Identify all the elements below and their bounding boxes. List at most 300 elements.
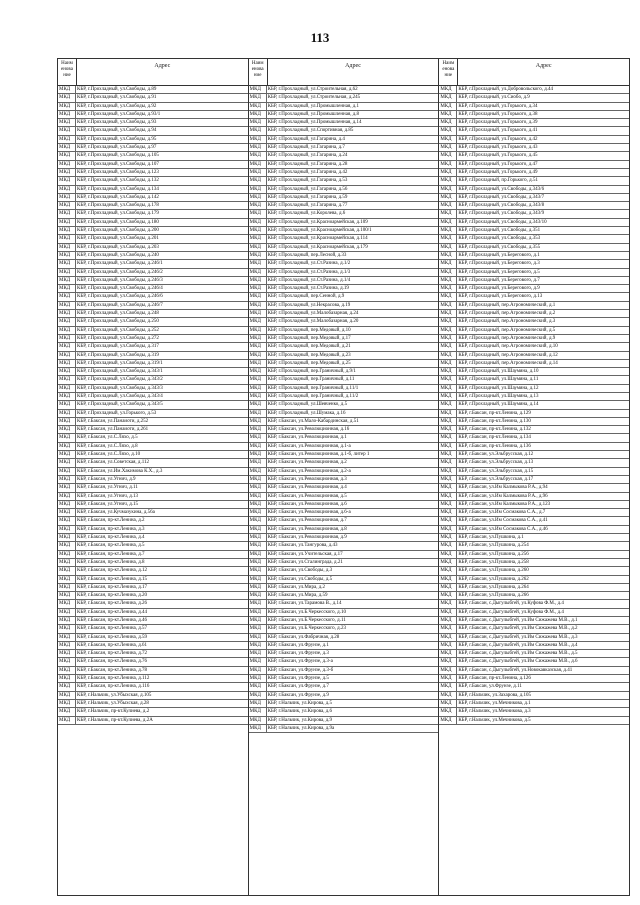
row-address-cell: КБР, г.Баксан, ул.Фрунзе, д.1 — [267, 642, 329, 648]
row-type-cell: МКД — [58, 194, 76, 201]
row-address-cell: КБР, г.Баксан, ул.Революционная, д.16 — [267, 427, 350, 433]
row-address-cell: КБР, г.Баксан, ул.Революционная, д.3 — [267, 476, 347, 482]
row-address-cell: КБР, г.Нальчик, пр-кт.Кулиева, д.2А — [77, 717, 153, 723]
row-address-cell: КБР, г.Баксан, ул.Угнич, д.11 — [77, 485, 138, 491]
row-address-cell: КБР, г.Баксан, пр-кт.Ленина, д.116 — [77, 684, 150, 690]
table-row — [249, 708, 439, 716]
row-address-cell: КБР, г.Баксан, ул.Пушкина, д.1 — [458, 535, 524, 541]
row-type-cell: МКД — [249, 468, 267, 475]
table-row — [249, 186, 439, 194]
row-address-cell: КБР, г.Баксан, ул.Учительская, д.17 — [267, 551, 343, 557]
row-type-cell: МКД — [439, 559, 457, 566]
table-row — [249, 476, 439, 484]
row-type-cell: МКД — [249, 401, 267, 408]
row-type-cell: МКД — [249, 567, 267, 574]
row-type-cell: МКД — [249, 717, 267, 724]
row-address-cell: КБР, г.Прохладный, пер.Медовый, д.23 — [267, 352, 351, 358]
table-column-2 — [249, 59, 440, 895]
table-row — [249, 227, 439, 235]
row-address-cell: КБР, г.Прохладный, ул.Горького, д.47 — [458, 161, 538, 167]
table-row — [58, 551, 248, 559]
table-row — [249, 219, 439, 227]
row-type-cell: МКД — [58, 177, 76, 184]
row-type-cell: МКД — [439, 177, 457, 184]
row-address-cell: КБР, г.Прохладный, ул.Свободы, д.343/9 — [458, 211, 545, 217]
row-address-cell: КБР, г.Баксан, ул.Панаиоти, д.261 — [77, 427, 149, 433]
row-address-cell: КБР, г.Прохладный, ул.Свободы, д.105 — [77, 153, 159, 159]
table-row — [249, 302, 439, 310]
table-row — [249, 509, 439, 517]
row-type-cell: МКД — [439, 285, 457, 292]
row-address-cell: КБР, г.Прохладный, ул.Шевченко, д.5 — [267, 402, 348, 408]
row-type-cell: МКД — [249, 576, 267, 583]
row-type-cell: МКД — [249, 484, 267, 491]
row-type-cell: МКД — [58, 567, 76, 574]
rows-container — [249, 86, 439, 733]
row-address-cell: КБР, г.Баксан, с.Дыгулыбгей, ул.Им Сижажева М.В., д.3 — [458, 634, 578, 640]
row-type-cell: МКД — [249, 136, 267, 143]
table-row — [249, 269, 439, 277]
row-address-cell: КБР, г.Прохладный, пер.Агрономический, д.1 — [458, 302, 556, 308]
row-type-cell: МКД — [58, 501, 76, 508]
header-address-cell: Адрес — [345, 63, 361, 69]
table-row — [439, 302, 629, 310]
table-row — [249, 376, 439, 384]
row-address-cell: КБР, г.Прохладный, ул.Свободы, д.343/3 — [77, 385, 163, 391]
row-type-cell: МКД — [439, 119, 457, 126]
row-type-cell: МКД — [58, 94, 76, 101]
table-row — [58, 410, 248, 418]
table-row — [439, 559, 629, 567]
row-address-cell: КБР, г.Прохладный, ул.Гагарина, д.4 — [267, 136, 345, 142]
row-type-cell: МКД — [58, 103, 76, 110]
row-address-cell: КБР, г.Баксан, ул.Эльбрусская, д.13 — [458, 460, 534, 466]
row-address-cell: КБР, г.Баксан, ул.Панаиоти, д.252 — [77, 418, 149, 424]
table-row — [439, 493, 629, 501]
row-type-cell: МКД — [58, 717, 76, 724]
table-row — [249, 617, 439, 625]
row-type-cell: МКД — [249, 559, 267, 566]
table-row — [249, 161, 439, 169]
row-address-cell: КБР, г.Прохладный, ул.Красноармейская, д.114 — [267, 236, 368, 242]
row-address-cell: КБР, г.Прохладный, ул.Свободы, д.317 — [77, 344, 159, 350]
row-address-cell: КБР, г.Прохладный, ул.Гагарина, д.59 — [267, 194, 348, 200]
table-row — [58, 343, 248, 351]
table-row — [439, 517, 629, 525]
row-type-cell: МКД — [249, 352, 267, 359]
table-row — [439, 161, 629, 169]
table-row — [439, 202, 629, 210]
row-type-cell: МКД — [439, 269, 457, 276]
table-row — [249, 559, 439, 567]
row-type-cell: МКД — [439, 219, 457, 226]
row-type-cell: МКД — [249, 584, 267, 591]
row-type-cell: МКД — [249, 244, 267, 251]
table-row — [439, 352, 629, 360]
row-type-cell: МКД — [439, 327, 457, 334]
row-type-cell: МКД — [58, 434, 76, 441]
row-type-cell: МКД — [249, 476, 267, 483]
row-type-cell: МКД — [58, 210, 76, 217]
row-address-cell: КБР, г.Прохладный, ул.Свободы, д.355 — [458, 244, 541, 250]
row-type-cell: МКД — [249, 708, 267, 715]
row-address-cell: КБР, г.Прохладный, ул.Королева, д.6 — [267, 211, 346, 217]
row-type-cell: МКД — [439, 683, 457, 690]
row-type-cell: МКД — [439, 634, 457, 641]
row-type-cell: МКД — [439, 293, 457, 300]
row-type-cell: МКД — [58, 310, 76, 317]
row-type-cell: МКД — [439, 335, 457, 342]
table-row — [439, 136, 629, 144]
table-row — [58, 434, 248, 442]
table-row — [439, 459, 629, 467]
row-address-cell: КБР, г.Прохладный, ул.Промышленная, д.8 — [267, 111, 360, 117]
table-row — [439, 584, 629, 592]
table-row — [58, 717, 248, 725]
table-row — [249, 86, 439, 94]
row-type-cell: МКД — [249, 542, 267, 549]
row-type-cell: МКД — [439, 468, 457, 475]
row-address-cell: КБР, г.Прохладный, ул.Горького, д.49 — [458, 169, 538, 175]
table-row — [58, 352, 248, 360]
table-row — [249, 576, 439, 584]
row-type-cell: МКД — [58, 385, 76, 392]
table-row — [439, 186, 629, 194]
table-row — [58, 252, 248, 260]
row-address-cell: КБР, г.Прохладный, ул.Горького, д.39 — [458, 120, 538, 126]
row-type-cell: МКД — [249, 343, 267, 350]
row-address-cell: КБР, г.Баксан, ул.Эльбрусская, д.12 — [458, 452, 534, 458]
row-address-cell: КБР, г.Баксан, с.Дыгулыбгей, ул.Им Сижажева М.В., д.4 — [458, 642, 578, 648]
row-address-cell: КБР, г.Баксан, пр-кт.Ленина, д.130 — [458, 418, 531, 424]
row-address-cell: КБР, г.Баксан, ул.Фабричная, д.28 — [267, 634, 340, 640]
rows-container — [439, 86, 629, 725]
row-address-cell: КБР, г.Прохладный, ул.Красноармейская, д.100/1 — [267, 228, 372, 234]
row-type-cell: МКД — [249, 493, 267, 500]
row-address-cell: КБР, г.Баксан, с.Дыгулыбгей, ул.Им Сижажева М.В., д.5 — [458, 651, 578, 657]
row-address-cell: КБР, г.Прохладный, ул.Свободы, д.343/4 — [77, 393, 163, 399]
row-type-cell: МКД — [439, 434, 457, 441]
row-type-cell: МКД — [58, 393, 76, 400]
row-address-cell: КБР, г.Прохладный, ул.Свободы, д.353 — [458, 236, 541, 242]
row-address-cell: КБР, г.Баксан, ул.Фрунзе, д.7 — [267, 684, 329, 690]
row-address-cell: КБР, г.Прохладный, ул.Свободы, д.252 — [77, 327, 159, 333]
table-row — [439, 426, 629, 434]
table-row — [58, 426, 248, 434]
row-address-cell: КБР, г.Баксан, с.Дыгулыбгей, ул.Куфова Ф.М., д.4 — [458, 609, 564, 615]
table-row — [249, 443, 439, 451]
table-row — [439, 410, 629, 418]
row-type-cell: МКД — [439, 202, 457, 209]
table-row — [58, 459, 248, 467]
table-row — [249, 692, 439, 700]
row-address-cell: КБР, г.Прохладный, ул.Свободы, д.92 — [77, 103, 157, 109]
row-type-cell: МКД — [58, 161, 76, 168]
row-type-cell: МКД — [249, 285, 267, 292]
row-type-cell: МКД — [249, 658, 267, 665]
row-type-cell: МКД — [439, 567, 457, 574]
row-type-cell: МКД — [58, 667, 76, 674]
row-type-cell: МКД — [439, 401, 457, 408]
row-address-cell: КБР, г.Баксан, пр-кт.Ленина, д.2 — [77, 518, 145, 524]
table-row — [58, 235, 248, 243]
row-address-cell: КБР, г.Баксан, ул.Угнич, д.9 — [77, 476, 136, 482]
row-address-cell: КБР, г.Баксан, пр-кт.Ленина, д.59 — [77, 634, 148, 640]
table-row — [249, 584, 439, 592]
row-address-cell: КБР, г.Баксан, пр-кт.Ленина, д.3 — [77, 526, 145, 532]
row-type-cell: МКД — [249, 426, 267, 433]
row-type-cell: МКД — [249, 600, 267, 607]
table-row — [439, 542, 629, 550]
row-type-cell: МКД — [439, 501, 457, 508]
row-type-cell: МКД — [439, 86, 457, 93]
row-address-cell: КБР, г.Прохладный, пер.Медовый, д.25 — [267, 360, 351, 366]
table-row — [58, 509, 248, 517]
row-type-cell: МКД — [439, 542, 457, 549]
table-row — [439, 194, 629, 202]
row-address-cell: КБР, г.Прохладный, ул.Свободы, д.203 — [77, 244, 159, 250]
table-row — [249, 144, 439, 152]
table-row — [439, 650, 629, 658]
row-type-cell: МКД — [58, 169, 76, 176]
row-type-cell: МКД — [249, 418, 267, 425]
table-row — [249, 642, 439, 650]
row-type-cell: МКД — [439, 210, 457, 217]
row-type-cell: МКД — [439, 642, 457, 649]
table-row — [249, 169, 439, 177]
row-address-cell: КБР, г.Прохладный, ул.Спортивная, д.85 — [267, 128, 354, 134]
row-address-cell: КБР, г.Прохладный, пер.Агрономический, д.10 — [458, 344, 558, 350]
row-type-cell: МКД — [58, 559, 76, 566]
table-row — [249, 725, 439, 733]
row-address-cell: КБР, г.Баксан, с.Дыгулыбгей, ул.Им Сижажева М.В., д.6 — [458, 659, 578, 665]
row-address-cell: КБР, г.Баксан, пр-кт.Ленина, д.61 — [77, 642, 148, 648]
table-row — [439, 177, 629, 185]
row-type-cell: МКД — [439, 658, 457, 665]
table-row — [439, 476, 629, 484]
row-address-cell: КБР, г.Баксан, с.Дыгулыбгей, ул.Новокавказская, д.41 — [458, 667, 573, 673]
row-address-cell: КБР, г.Прохладный, пр.Горького, д.51 — [458, 178, 538, 184]
table-row — [249, 244, 439, 252]
table-row — [58, 493, 248, 501]
row-type-cell: МКД — [439, 318, 457, 325]
row-type-cell: МКД — [249, 459, 267, 466]
row-type-cell: МКД — [58, 202, 76, 209]
row-address-cell: КБР, г.Прохладный, ул.Свободы, д.343/6 — [458, 186, 545, 192]
row-type-cell: МКД — [439, 451, 457, 458]
table-row — [58, 103, 248, 111]
row-address-cell: КБР, г.Баксан, ул.Революционная, д.1-а — [267, 443, 351, 449]
row-type-cell: МКД — [439, 493, 457, 500]
table-row — [58, 418, 248, 426]
row-type-cell: МКД — [439, 235, 457, 242]
table-row — [439, 443, 629, 451]
row-address-cell: КБР, г.Баксан, ул.Им.Хакимова К.Х., д.3 — [77, 468, 163, 474]
row-address-cell: КБР, г.Прохладный, ул.Свободы, д.272 — [77, 335, 159, 341]
table-row — [249, 401, 439, 409]
row-type-cell: МКД — [439, 161, 457, 168]
table-row — [58, 617, 248, 625]
table-row — [439, 576, 629, 584]
row-type-cell: МКД — [58, 600, 76, 607]
row-type-cell: МКД — [249, 634, 267, 641]
row-address-cell: КБР, г.Баксан, ул.Мало-Кабардинская, д.51 — [267, 418, 359, 424]
row-address-cell: КБР, г.Баксан, пр-кт.Ленина, д.26 — [77, 601, 148, 607]
row-address-cell: КБР, г.Прохладный, ул.Гагарина, д.53 — [267, 178, 348, 184]
row-address-cell: КБР, г.Прохладный, ул.Гагарина, д.24 — [267, 153, 348, 159]
row-address-cell: КБР, г.Баксан, ул.С.Ляхо, д.10 — [77, 452, 141, 458]
table-row — [439, 717, 629, 725]
row-address-cell: КБР, г.Прохладный, пер.Агрономический, д.12 — [458, 352, 558, 358]
row-address-cell: КБР, г.Баксан, ул.Сталинграда, д.21 — [267, 559, 343, 565]
table-row — [58, 600, 248, 608]
row-type-cell: МКД — [249, 194, 267, 201]
row-address-cell: КБР, г.Прохладный, ул.Свободы, д.250 — [77, 319, 159, 325]
row-address-cell: КБР, г.Баксан, с.Дыгулыбгей, ул.Им Сижажева М.В., д.1 — [458, 618, 578, 623]
table-row — [439, 119, 629, 127]
row-type-cell: МКД — [58, 642, 76, 649]
row-address-cell: КБР, г.Баксан, ул.Им Сосмакова С.А., д.7 — [458, 510, 546, 516]
table-row — [58, 584, 248, 592]
row-type-cell: МКД — [249, 177, 267, 184]
row-type-cell: МКД — [58, 683, 76, 690]
table-row — [249, 119, 439, 127]
row-type-cell: МКД — [58, 343, 76, 350]
row-address-cell: КБР, г.Баксан, пр-кт.Ленина, д.57 — [77, 626, 148, 632]
row-address-cell: КБР, г.Баксан, пр-кт.Ленина, д.17 — [77, 584, 148, 590]
row-type-cell: МКД — [58, 260, 76, 267]
row-address-cell: КБР, г.Баксан, пр-кт.Ленина, д.76 — [77, 659, 148, 665]
row-type-cell: МКД — [249, 103, 267, 110]
row-address-cell: КБР, г.Баксан, ул.Свободы, д.3 — [267, 568, 333, 574]
row-type-cell: МКД — [249, 609, 267, 616]
table-row — [439, 634, 629, 642]
table-row — [58, 401, 248, 409]
row-address-cell: КБР, г.Прохладный, ул.Свободы, д.93/1 — [77, 111, 161, 117]
table-row — [58, 542, 248, 550]
row-address-cell: КБР, г.Прохладный, ул.Свободы, д.134 — [77, 186, 159, 192]
row-address-cell: КБР, г.Баксан, ул.Им Калмыкова Р.А., д.123 — [458, 501, 551, 507]
table-row — [58, 335, 248, 343]
table-row — [249, 609, 439, 617]
row-type-cell: МКД — [58, 700, 76, 707]
table-row — [249, 683, 439, 691]
row-address-cell: КБР, г.Прохладный, пер.Агрономический, д.3 — [458, 319, 556, 325]
row-type-cell: МКД — [58, 451, 76, 458]
table-row — [249, 592, 439, 600]
row-type-cell: МКД — [249, 269, 267, 276]
row-address-cell: КБР, г.Прохладный, пер.Сенной, д.9 — [267, 294, 345, 300]
row-address-cell: КБР, г.Прохладный, ул.Свободы, д.178 — [77, 203, 159, 209]
row-address-cell: КБР, г.Прохладный, ул.Строительная, д.62 — [267, 87, 358, 92]
table-row — [249, 385, 439, 393]
row-type-cell: МКД — [58, 658, 76, 665]
row-type-cell: МКД — [439, 194, 457, 201]
row-type-cell: МКД — [58, 526, 76, 533]
table-row — [58, 559, 248, 567]
row-address-cell: КБР, г.Баксан, пр-кт.Ленина, д.46 — [77, 618, 148, 623]
row-type-cell: МКД — [249, 277, 267, 284]
table-row — [249, 194, 439, 202]
row-type-cell: МКД — [58, 277, 76, 284]
table-row — [58, 310, 248, 318]
row-address-cell: КБР, г.Баксан, ул.Мира, д.59 — [267, 593, 328, 599]
row-address-cell: КБР, г.Прохладный, ул.Гагарина, д.7 — [267, 145, 345, 151]
row-address-cell: КБР, г.Баксан, пр-кт.Ленина, д.15 — [77, 576, 148, 582]
row-type-cell: МКД — [249, 252, 267, 259]
row-address-cell: КБР, г.Баксан, ул.Революционная, д.2 — [267, 460, 347, 466]
table-row — [58, 194, 248, 202]
table-row — [58, 650, 248, 658]
table-row — [249, 501, 439, 509]
row-type-cell: МКД — [249, 667, 267, 674]
row-address-cell: КБР, г.Баксан, ул.Им Калмыкова Р.А., д.96 — [458, 493, 548, 499]
table-row — [58, 625, 248, 633]
row-type-cell: МКД — [58, 418, 76, 425]
row-type-cell: МКД — [58, 401, 76, 408]
row-address-cell: КБР, г.Прохладный, ул.Свободы, д.319/1 — [77, 360, 163, 366]
row-address-cell: КБР, г.Прохладный, ул.Свободы, д.132 — [77, 178, 159, 184]
row-type-cell: МКД — [249, 625, 267, 632]
row-address-cell: КБР, г.Прохладный, ул.Свободы, д.246/3 — [77, 277, 163, 283]
row-address-cell: КБР, г.Нальчик, пр-кт.Кулиева, д.2 — [77, 709, 150, 715]
table-row — [439, 385, 629, 393]
table-row — [58, 501, 248, 509]
table-row — [249, 493, 439, 501]
row-type-cell: МКД — [58, 244, 76, 251]
row-type-cell: МКД — [249, 617, 267, 624]
row-type-cell: МКД — [58, 136, 76, 143]
row-address-cell: КБР, г.Баксан, ул.Советская, д.112 — [77, 460, 150, 466]
row-type-cell: МКД — [58, 86, 76, 93]
row-type-cell: МКД — [249, 302, 267, 309]
table-row — [249, 717, 439, 725]
table-row — [249, 277, 439, 285]
row-type-cell: МКД — [439, 227, 457, 234]
column-header — [58, 59, 248, 86]
row-address-cell: КБР, г.Баксан, ул.Революционная, д.9 — [267, 535, 347, 541]
table-row — [439, 210, 629, 218]
table-row — [439, 310, 629, 318]
row-type-cell: МКД — [58, 335, 76, 342]
table-row — [58, 327, 248, 335]
table-row — [58, 451, 248, 459]
row-type-cell: МКД — [58, 144, 76, 151]
table-row — [58, 127, 248, 135]
row-type-cell: МКД — [249, 219, 267, 226]
table-row — [439, 269, 629, 277]
row-address-cell: КБР, г.Баксан, ул.Пушкина, д.254 — [458, 543, 529, 549]
row-address-cell: КБР, г.Баксан, пр-кт.Ленина, д.129 — [458, 410, 531, 416]
table-row — [249, 600, 439, 608]
table-row — [439, 343, 629, 351]
table-row — [249, 127, 439, 135]
row-address-cell: КБР, г.Прохладный, ул.Свободы, д.246/1 — [77, 261, 163, 267]
row-address-cell: КБР, г.Прохладный, ул.Свободы, д.343/7 — [458, 194, 545, 200]
row-type-cell: МКД — [439, 252, 457, 259]
row-address-cell: КБР, г.Прохладный, ул.Свободы, д.343/10 — [458, 219, 547, 225]
row-type-cell: МКД — [249, 210, 267, 217]
row-type-cell: МКД — [439, 376, 457, 383]
row-address-cell: КБР, г.Баксан, ул.Пушкина, д.262 — [458, 576, 529, 582]
row-address-cell: КБР, г.Прохладный, ул.Красноармейская, д.179 — [267, 244, 368, 250]
row-address-cell: КБР, г.Баксан, пр-кт.Ленина, д.8 — [77, 559, 145, 565]
table-row — [58, 592, 248, 600]
row-address-cell: КБР, г.Прохладный, ул.Свободы, д.91 — [77, 95, 157, 101]
row-type-cell: МКД — [58, 592, 76, 599]
row-address-cell: КБР, г.Баксан, ул.Революционная, д.6-а — [267, 510, 351, 516]
table-row — [439, 86, 629, 94]
